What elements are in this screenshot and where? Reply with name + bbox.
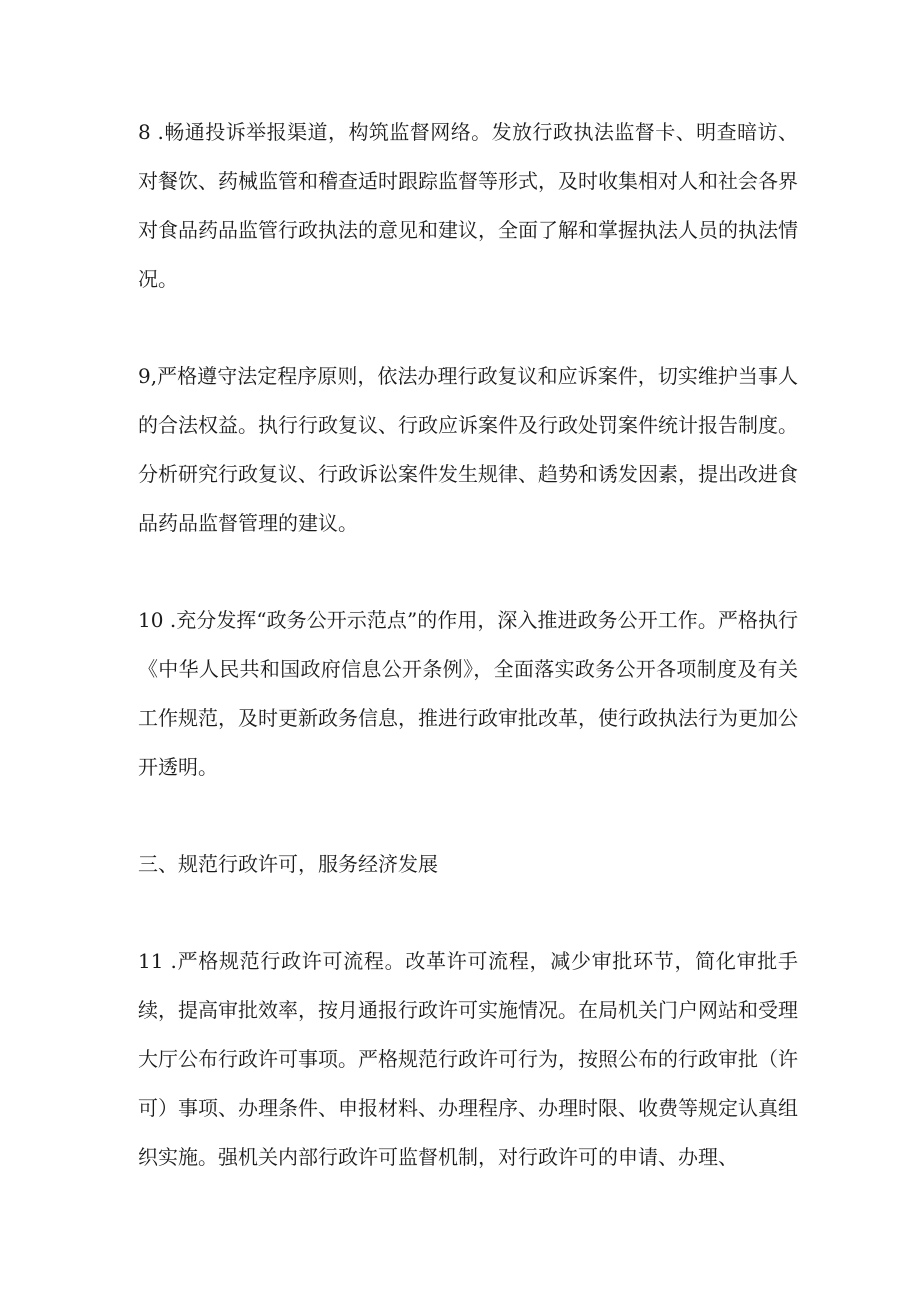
- paragraph-8: 8 .畅通投诉举报渠道，构筑监督网络。发放行政执法监督卡、明查暗访、对餐饮、药械监管和稽查适时跟踪监督等形式，及时收集相对人和社会各界对食品药品监管行政执法的意见和建议，全面了解和掌握执法人员的执法情况。: [138, 120, 798, 291]
- paragraph-11: 11 .严格规范行政许可流程。改革许可流程，减少审批环节，简化审批手续，提高审批效率，按月通报行政许可实施情况。在局机关门户网站和受理大厅公布行政许可事项。严格规范行政许可行为，按照公布的行政审批（许可）事项、办理条件、申报材料、办理程序、办理时限、收费等规定认真组织实施。强机关内部行政许可监督机制，对行政许可的申请、办理、: [138, 949, 798, 1169]
- section-heading: 三、规范行政许可，服务经济发展: [138, 852, 438, 876]
- paragraph-10: 10 .充分发挥“政务公开示范点”的作用，深入推进政务公开工作。严格执行《中华人民共和国政府信息公开条例》，全面落实政务公开各项制度及有关工作规范，及时更新政务信息，推进行政审批改革，使行政执法行为更加公开透明。: [138, 608, 798, 779]
- paragraph-9: 9,严格遵守法定程序原则，依法办理行政复议和应诉案件，切实维护当事人的合法权益。执行行政复议、行政应诉案件及行政处罚案件统计报告制度。分析研究行政复议、行政诉讼案件发生规律、趋势和诱发因素，提出改进食品药品监督管理的建议。: [138, 364, 798, 535]
